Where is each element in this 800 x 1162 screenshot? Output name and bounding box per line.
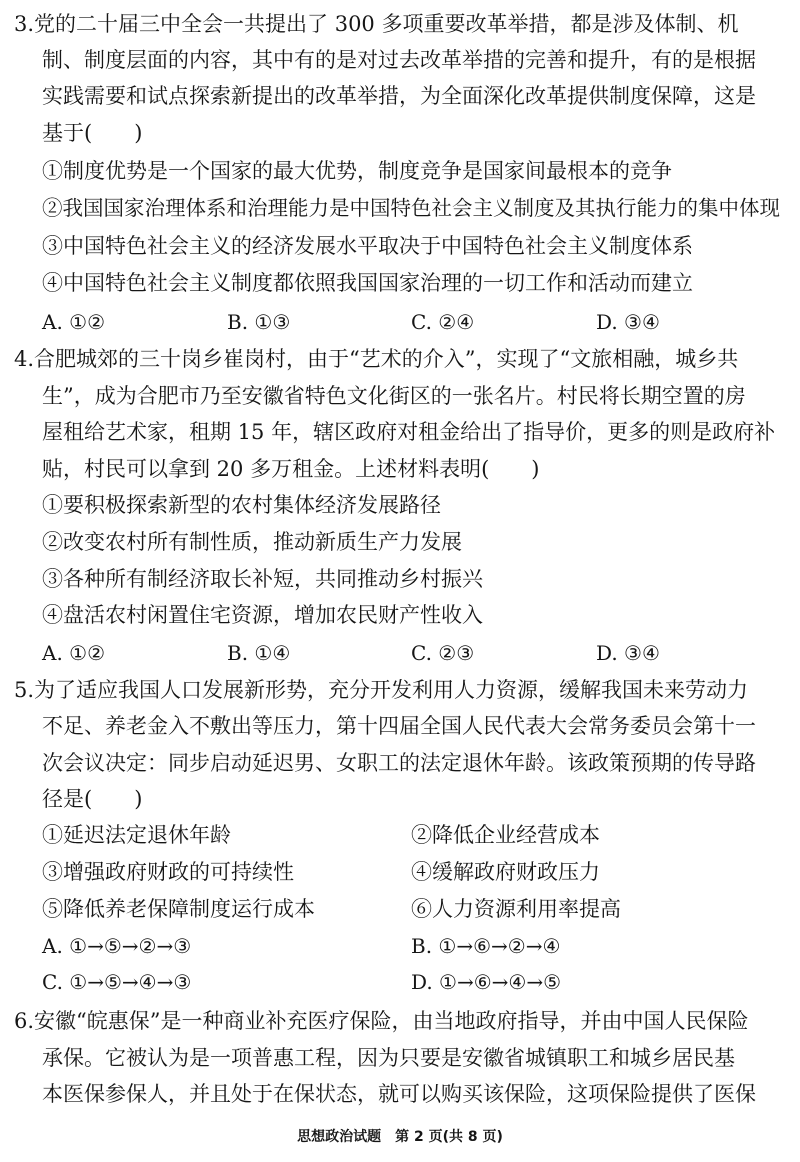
q4-option-a: A. ①② [42, 641, 106, 665]
q6-stem-line: 本医保参保人，并且处于在保状态，就可以购买该保险，这项保险提供了医保 [42, 1082, 756, 1106]
q3-stem-line: 实践需要和试点探索新提出的改革举措，为全面深化改革提供制度保障，这是 [42, 84, 756, 108]
q4-stem-line: 4.合肥城郊的三十岗乡崔岗村，由于“艺术的介入”，实现了“文旅相融，城乡共 [14, 347, 739, 371]
q5-statement-2: ②降低企业经营成本 [411, 823, 600, 847]
q3-option-b: B. ①③ [227, 310, 291, 334]
q4-stem-line: 贴，村民可以拿到 20 多万租金。上述材料表明( ) [42, 457, 540, 481]
q3-statement-2: ②我国国家治理体系和治理能力是中国特色社会主义制度及其执行能力的集中体现 [42, 196, 780, 220]
q4-stem-line: 生”，成为合肥市乃至安徽省特色文化街区的一张名片。村民将长期空置的房 [42, 384, 746, 408]
q3-statement-3: ③中国特色社会主义的经济发展水平取决于中国特色社会主义制度体系 [42, 234, 693, 258]
q3-option-c: C. ②④ [411, 310, 475, 334]
q3-option-a: A. ①② [42, 310, 106, 334]
q3-option-d: D. ③④ [596, 310, 660, 334]
q5-statement-6: ⑥人力资源利用率提高 [411, 897, 621, 921]
q4-option-c: C. ②③ [411, 641, 475, 665]
q6-stem-line: 6.安徽“皖惠保”是一种商业补充医疗保险，由当地政府指导，并由中国人民保险 [14, 1009, 749, 1033]
q4-stem-line: 屋租给艺术家，租期 15 年，辖区政府对租金给出了指导价，更多的则是政府补 [42, 420, 776, 444]
q5-option-b: B. ①→⑥→②→④ [411, 934, 561, 958]
q6-stem-line: 承保。它被认为是一项普惠工程，因为只要是安徽省城镇职工和城乡居民基 [42, 1046, 735, 1070]
page-footer: 思想政治试题 第 2 页(共 8 页) [297, 1129, 503, 1145]
q5-option-a: A. ①→⑤→②→③ [42, 934, 192, 958]
q4-option-b: B. ①④ [227, 641, 291, 665]
q5-stem-line: 5.为了适应我国人口发展新形势，充分开发利用人力资源，缓解我国未来劳动力 [14, 678, 749, 702]
q5-statement-3: ③增强政府财政的可持续性 [42, 860, 294, 884]
q5-option-c: C. ①→⑤→④→③ [42, 970, 192, 994]
q5-option-d: D. ①→⑥→④→⑤ [411, 970, 562, 994]
q4-statement-2: ②改变农村所有制性质，推动新质生产力发展 [42, 530, 462, 554]
q5-stem-line: 不足、养老金入不敷出等压力，第十四届全国人民代表大会常务委员会第十一 [42, 714, 756, 738]
q4-statement-1: ①要积极探索新型的农村集体经济发展路径 [42, 493, 441, 517]
q5-stem-line: 次会议决定：同步启动延迟男、女职工的法定退休年龄。该政策预期的传导路 [42, 751, 756, 775]
q5-statement-4: ④缓解政府财政压力 [411, 860, 600, 884]
q5-statement-5: ⑤降低养老保障制度运行成本 [42, 897, 315, 921]
q3-stem-line: 基于( ) [42, 121, 143, 145]
q4-option-d: D. ③④ [596, 641, 660, 665]
q5-stem-line: 径是( ) [42, 787, 143, 811]
q3-stem-line: 3.党的二十届三中全会一共提出了 300 多项重要改革举措，都是涉及体制、机 [14, 12, 739, 36]
q3-stem-line: 制、制度层面的内容，其中有的是对过去改革举措的完善和提升，有的是根据 [42, 48, 756, 72]
q3-statement-1: ①制度优势是一个国家的最大优势，制度竞争是国家间最根本的竞争 [42, 159, 672, 183]
q4-statement-3: ③各种所有制经济取长补短，共同推动乡村振兴 [42, 567, 483, 591]
q5-statement-1: ①延迟法定退休年龄 [42, 823, 231, 847]
q4-statement-4: ④盘活农村闲置住宅资源，增加农民财产性收入 [42, 603, 483, 627]
q3-statement-4: ④中国特色社会主义制度都依照我国国家治理的一切工作和活动而建立 [42, 271, 693, 295]
